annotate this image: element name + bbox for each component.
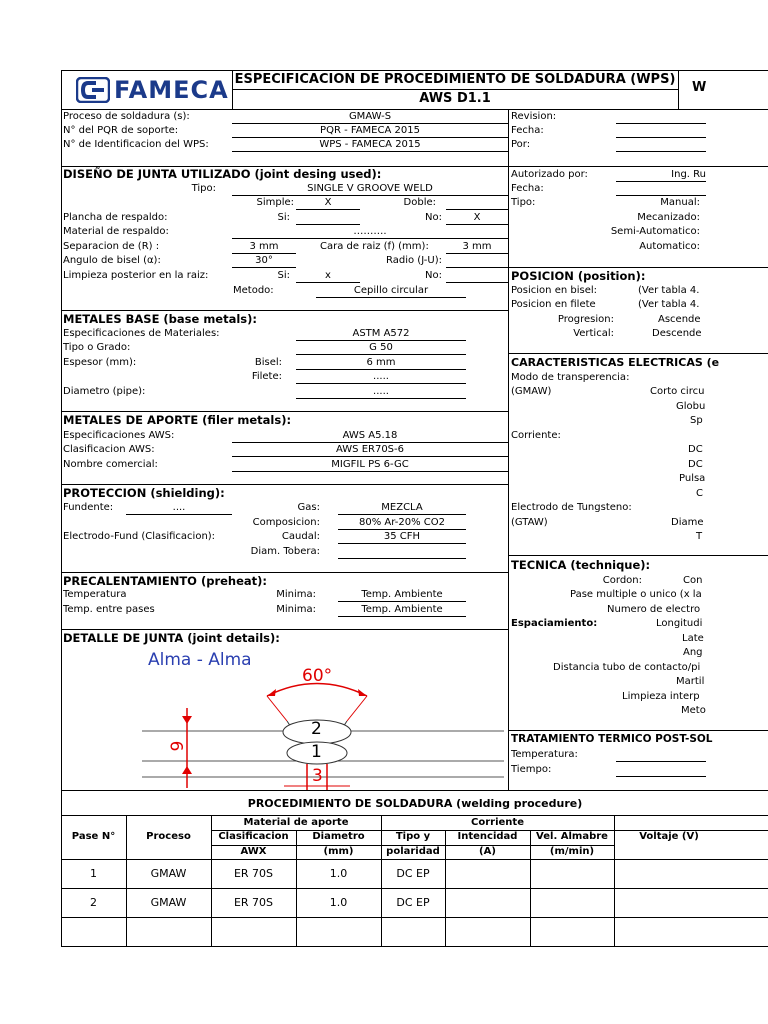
filler-clas-value: AWS ER70S-6	[335, 444, 405, 455]
row1-clasificacion: ER 70S	[233, 867, 274, 880]
angular-label: Ang	[683, 647, 703, 658]
weld-joint-icon	[62, 646, 508, 790]
corto-label: Corto circu	[650, 386, 705, 397]
simple-label: Simple:	[256, 197, 294, 208]
cordon-label: Cordon:	[602, 575, 642, 586]
preheat-heading: PRECALENTAMIENTO (preheat):	[63, 574, 268, 588]
fecha-label: Fecha:	[511, 125, 544, 136]
th-mmin: (m/min)	[549, 846, 595, 857]
pos-bisel-value: (Ver tabla 4.	[638, 285, 700, 296]
wps-id-label: N° de Identificacion del WPS:	[63, 139, 209, 150]
row2-clasificacion: ER 70S	[233, 896, 274, 909]
diame-label: Diame	[671, 517, 704, 528]
autorizado-value: Ing. Ru	[671, 169, 706, 180]
limpieza-label: Limpieza posterior en la raiz:	[63, 270, 209, 281]
joint-design-heading: DISEÑO DE JUNTA UTILIZADO (joint desing used):	[63, 167, 382, 181]
simple-value: X	[324, 197, 332, 208]
th-pase: Pase N°	[71, 831, 116, 842]
modo-label: Modo de transperencia:	[511, 372, 630, 383]
angulo-label: Angulo de bisel (α):	[63, 255, 161, 266]
pqr-label: N° del PQR de soporte:	[63, 125, 179, 136]
angulo-value: 30°	[255, 255, 273, 266]
th-polaridad: polaridad	[386, 846, 440, 857]
limpieza-si-label: Si:	[277, 270, 290, 281]
material-respaldo-value: ……….	[353, 226, 387, 237]
diametro-pipe-label: Diametro (pipe):	[63, 386, 146, 397]
th-mm: (mm)	[323, 846, 354, 857]
nombre-comercial-label: Nombre comercial:	[63, 459, 158, 470]
vertical-value: Descende	[652, 328, 702, 339]
gas-value: MEZCLA	[381, 502, 423, 513]
fecha2-label: Fecha:	[511, 183, 544, 194]
standard-title: AWS D1.1	[419, 91, 491, 106]
dc2-label: DC	[688, 459, 703, 470]
th-corriente: Corriente	[471, 817, 524, 828]
separacion-label: Separacion de (R) :	[63, 241, 160, 252]
lateral-label: Late	[682, 633, 704, 644]
cordon-value: Con	[683, 575, 703, 586]
filete-label: Filete:	[251, 371, 282, 382]
th-tipo: Tipo y	[395, 831, 431, 842]
revision-label: Revision:	[511, 111, 557, 122]
fundente-label: Fundente:	[63, 502, 114, 513]
document-title: ESPECIFICACION DE PROCEDIMIENTO DE SOLDADURA (WPS)	[234, 72, 676, 87]
th-voltaje: Voltaje (V)	[639, 831, 699, 842]
gmaw-label: (GMAW)	[511, 386, 552, 397]
filler-clas-label: Clasificacion AWS:	[63, 444, 155, 455]
pqr-value: PQR - FAMECA 2015	[320, 125, 420, 136]
dc1-label: DC	[688, 444, 703, 455]
joint-detail-drawing	[62, 646, 508, 790]
temperatura-label: Temperatura	[63, 589, 127, 600]
pwht-tiempo-label: Tiempo:	[511, 764, 552, 775]
plancha-no-value: X	[473, 212, 481, 223]
electrodo-fund-label: Electrodo-Fund (Clasificacion):	[63, 531, 216, 542]
bisel-value: 6 mm	[366, 357, 396, 368]
espaciamiento-label: Espaciamiento:	[511, 618, 598, 629]
sp-label: Sp	[690, 415, 703, 426]
metodo-label: Metodo:	[233, 285, 274, 296]
bevel-angle-label: 60°	[302, 666, 333, 686]
th-intensidad: Intencidad	[457, 831, 518, 842]
mecanizado-label: Mecanizado:	[637, 212, 700, 223]
temp-pases-value: Temp. Ambiente	[361, 604, 443, 615]
thickness-label: 6	[165, 740, 186, 752]
metodo-value: Cepillo circular	[353, 285, 429, 296]
row1-pase: 1	[90, 867, 97, 880]
globu-label: Globu	[676, 401, 706, 412]
proceso-value: GMAW-S	[348, 111, 392, 122]
shielding-heading: PROTECCION (shielding):	[63, 486, 225, 500]
semi-label: Semi-Automatico:	[610, 226, 700, 237]
filete-value: .....	[373, 371, 389, 382]
position-heading: POSICION (position):	[511, 269, 646, 283]
autorizado-label: Autorizado por:	[511, 169, 588, 180]
pwht-temp-label: Temperatura:	[511, 749, 578, 760]
gap-label: 3	[312, 766, 323, 786]
caudal-label: Caudal:	[281, 531, 320, 542]
temperatura-value: Temp. Ambiente	[361, 589, 443, 600]
longitudinal-label: Longitudi	[656, 618, 703, 629]
pos-bisel-label: Posicion en bisel:	[511, 285, 597, 296]
grado-value: G 50	[369, 342, 393, 353]
technique-heading: TECNICA (technique):	[511, 558, 651, 572]
filler-spec-value: AWS A5.18	[342, 430, 398, 441]
th-material-aporte: Material de aporte	[243, 817, 349, 828]
limpieza-interpase-label: Limpieza interp	[622, 691, 700, 702]
th-a: (A)	[479, 846, 496, 857]
fameca-logo-icon	[76, 77, 110, 103]
manual-label: Manual:	[660, 197, 700, 208]
company-logo	[76, 76, 229, 104]
procedure-heading: PROCEDIMIENTO DE SOLDADURA (welding procedure)	[247, 797, 583, 810]
nombre-comercial-value: MIGFIL PS 6-GC	[331, 459, 409, 470]
vertical-label: Vertical:	[573, 328, 614, 339]
tungsteno-label: Electrodo de Tungsteno:	[511, 502, 632, 513]
filler-spec-label: Especificaciones AWS:	[63, 430, 175, 441]
wps-id-value: WPS - FAMECA 2015	[319, 139, 421, 150]
row1-diametro: 1.0	[329, 867, 348, 880]
th-awx: AWX	[240, 846, 267, 857]
material-respaldo-label: Material de respaldo:	[63, 226, 169, 237]
minima-label: Minima:	[276, 589, 316, 600]
base-metals-heading: METALES BASE (base metals):	[63, 312, 258, 326]
distancia-tubo-label: Distancia tubo de contacto/pi	[553, 662, 701, 673]
por-label: Por:	[511, 139, 531, 150]
pwht-heading: TRATAMIENTO TERMICO POST-SOL	[511, 733, 713, 745]
numero-electrodo-label: Numero de electro	[607, 604, 701, 615]
row1-proceso: GMAW	[150, 867, 187, 880]
proceso-label: Proceso de soldadura (s):	[63, 111, 190, 122]
corriente-label: Corriente:	[511, 430, 561, 441]
tobera-label: Diam. Tobera:	[250, 546, 320, 557]
th-diametro: Diametro	[312, 831, 365, 842]
c-label: C	[696, 488, 703, 499]
radio-label: Radio (J-U):	[386, 255, 442, 266]
martillado-label: Martil	[676, 676, 705, 687]
grado-label: Tipo o Grado:	[63, 342, 131, 353]
metodo-tecnica-label: Meto	[681, 705, 706, 716]
logo-text: FAMECA	[114, 76, 229, 104]
electrical-heading: CARACTERISTICAS ELECTRICAS (e	[511, 356, 720, 369]
row2-pase: 2	[90, 896, 97, 909]
pos-filete-label: Posicion en filete	[511, 299, 596, 310]
tipo-label: Tipo:	[191, 183, 216, 194]
th-clasificacion: Clasificacion	[218, 831, 289, 842]
th-vel: Vel. Almabre	[536, 831, 608, 842]
tipo-right-label: Tipo:	[511, 197, 536, 208]
row2-polaridad: DC EP	[396, 896, 430, 909]
bisel-label: Bisel:	[254, 357, 282, 368]
caudal-value: 35 CFH	[383, 531, 421, 542]
alma-alma-label: Alma - Alma	[148, 650, 252, 670]
limpieza-si-value: x	[325, 270, 331, 281]
diametro-pipe-value: .....	[373, 386, 389, 397]
tipo-value: SINGLE V GROOVE WELD	[307, 183, 433, 194]
limpieza-no-label: No:	[425, 270, 442, 281]
espesor-label: Espesor (mm):	[63, 357, 137, 368]
t-label: T	[696, 531, 703, 542]
row2-diametro: 1.0	[329, 896, 348, 909]
plancha-no-label: No:	[425, 212, 442, 223]
base-spec-value: ASTM A572	[352, 328, 410, 339]
pass-2-label: 2	[311, 719, 322, 739]
row1-polaridad: DC EP	[396, 867, 430, 880]
joint-details-heading: DETALLE DE JUNTA (joint details):	[63, 631, 280, 645]
progresion-value: Ascende	[658, 314, 701, 325]
temp-pases-label: Temp. entre pases	[63, 604, 155, 615]
pulsa-label: Pulsa	[679, 473, 706, 484]
plancha-si-label: Si:	[277, 212, 290, 223]
doble-label: Doble:	[403, 197, 436, 208]
pase-multiple-label: Pase multiple o unico (x la	[570, 589, 702, 600]
fundente-value: ....	[172, 502, 186, 513]
row2-proceso: GMAW	[150, 896, 187, 909]
th-proceso: Proceso	[146, 831, 191, 842]
plancha-label: Plancha de respaldo:	[63, 212, 168, 223]
separacion-value: 3 mm	[249, 241, 279, 252]
filler-metals-heading: METALES DE APORTE (filer metals):	[63, 413, 292, 427]
auto-label: Automatico:	[639, 241, 700, 252]
minima2-label: Minima:	[276, 604, 316, 615]
gas-label: Gas:	[297, 502, 320, 513]
base-spec-label: Especificaciones de Materiales:	[63, 328, 220, 339]
composicion-value: 80% Ar-20% CO2	[359, 517, 445, 528]
pass-1-label: 1	[311, 742, 322, 762]
composicion-label: Composicion:	[252, 517, 320, 528]
pos-filete-value: (Ver tabla 4.	[638, 299, 700, 310]
header-right-fragment: W	[692, 80, 707, 95]
cara-raiz-label: Cara de raiz (f) (mm):	[320, 241, 429, 252]
progresion-label: Progresion:	[557, 314, 614, 325]
gtaw-label: (GTAW)	[511, 517, 548, 528]
cara-raiz-value: 3 mm	[462, 241, 492, 252]
